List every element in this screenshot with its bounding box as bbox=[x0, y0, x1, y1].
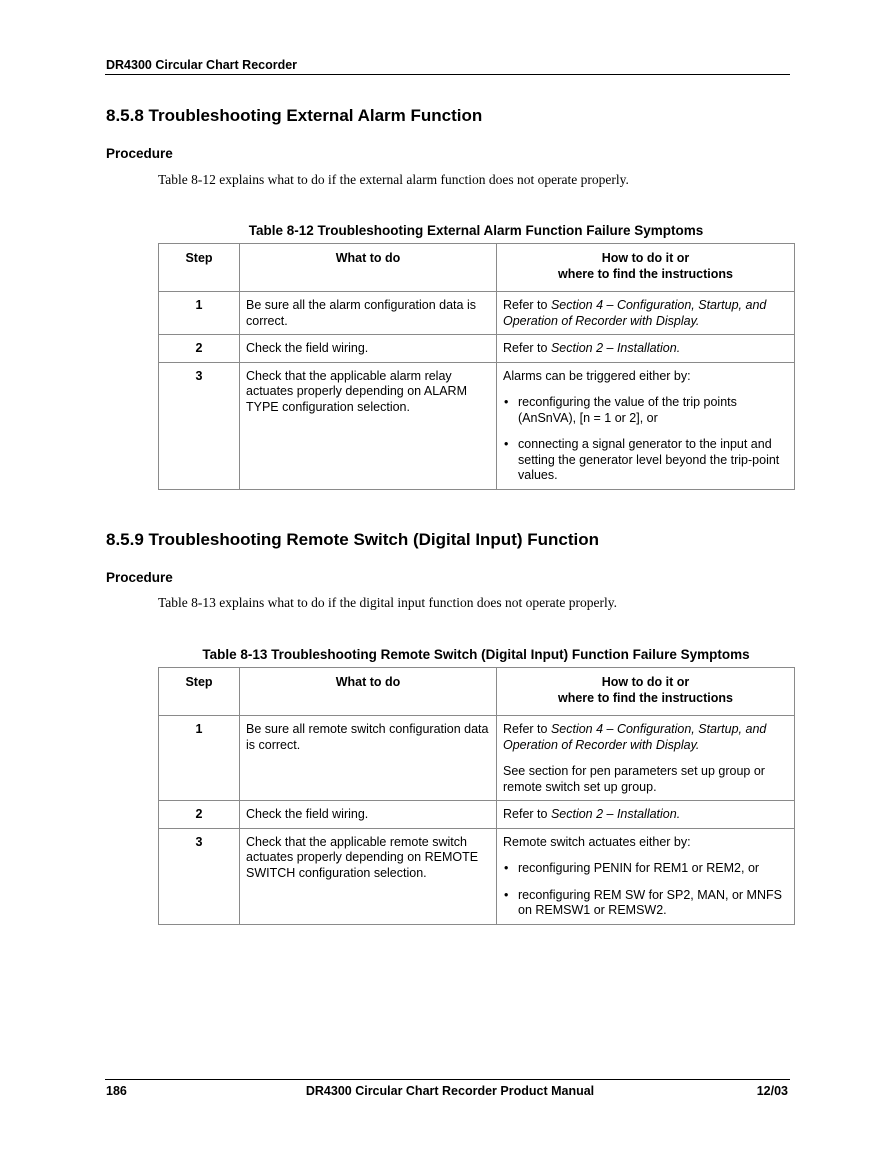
column-header-step: Step bbox=[159, 244, 240, 292]
what-to-do-cell: Check that the applicable remote switch actuates properly depending on REMOTE SWITCH configuration selection. bbox=[240, 828, 497, 924]
bullet-list bbox=[503, 395, 788, 484]
section-reference: Section 4 – Configuration, Startup, and Operation of Recorder with Display. bbox=[503, 722, 767, 752]
how-to-cell bbox=[497, 716, 795, 801]
footer-manual-title: DR4300 Circular Chart Recorder Product Manual bbox=[305, 1084, 595, 1098]
column-header-step: Step bbox=[159, 668, 240, 716]
bullet-item: • connecting a signal generator to the input and setting the generator level beyond the trip-point values. bbox=[503, 437, 788, 484]
section-heading-external-alarm: 8.5.8 Troubleshooting External Alarm Function bbox=[106, 106, 483, 125]
step-number: 3 bbox=[159, 362, 240, 489]
table-row bbox=[159, 335, 795, 363]
table-row bbox=[159, 828, 795, 924]
what-to-do-cell: Check the field wiring. bbox=[240, 335, 497, 363]
what-to-do-cell: Check that the applicable alarm relay actuates properly depending on ALARM TYPE configuration selection. bbox=[240, 362, 497, 489]
additional-note: See section for pen parameters set up group or remote switch set up group. bbox=[503, 764, 765, 794]
reference-text bbox=[503, 298, 788, 329]
table-caption: Table 8-12 Troubleshooting External Alarm Function Failure Symptoms bbox=[248, 223, 704, 238]
table-caption: Table 8-13 Troubleshooting Remote Switch (Digital Input) Function Failure Symptoms bbox=[202, 647, 750, 662]
step-number: 1 bbox=[159, 292, 240, 335]
section-reference: Section 2 – Installation. bbox=[550, 807, 681, 821]
header-divider bbox=[105, 74, 790, 75]
intro-paragraph: Table 8-13 explains what to do if the digital input function does not operate properly. bbox=[158, 595, 617, 610]
section-heading-remote-switch: 8.5.9 Troubleshooting Remote Switch (Digital Input) Function bbox=[106, 530, 599, 549]
column-header-how-line2: where to find the instructions bbox=[557, 266, 733, 281]
table-row bbox=[159, 362, 795, 489]
table-header-row bbox=[159, 668, 795, 716]
how-to-cell bbox=[497, 801, 795, 829]
procedure-label: Procedure bbox=[106, 146, 173, 161]
section-reference: Section 4 – Configuration, Startup, and Operation of Recorder with Display. bbox=[503, 298, 767, 328]
table-row bbox=[159, 801, 795, 829]
reference-prefix: Refer to bbox=[503, 341, 551, 355]
troubleshooting-table-alarm bbox=[158, 243, 795, 490]
what-to-do-cell: Check the field wiring. bbox=[240, 801, 497, 829]
how-to-cell bbox=[497, 292, 795, 335]
table-header-row bbox=[159, 244, 795, 292]
column-header-how-line1: How to do it or bbox=[601, 675, 690, 689]
running-header: DR4300 Circular Chart Recorder bbox=[106, 58, 298, 72]
bullet-item: • reconfiguring the value of the trip points (AnSnVA), [n = 1 or 2], or bbox=[503, 395, 788, 426]
footer-date: 12/03 bbox=[756, 1084, 788, 1098]
bullet-list bbox=[503, 861, 788, 919]
reference-text bbox=[503, 722, 788, 753]
footer-divider bbox=[105, 1079, 790, 1080]
troubleshooting-table-remote-switch bbox=[158, 667, 795, 925]
column-header-how-line2: where to find the instructions bbox=[557, 690, 733, 705]
reference-prefix: Refer to bbox=[503, 298, 551, 312]
column-header-how-line1: How to do it or bbox=[601, 251, 690, 265]
page-number: 186 bbox=[106, 1084, 127, 1098]
what-to-do-cell: Be sure all remote switch configuration data is correct. bbox=[240, 716, 497, 801]
table-row bbox=[159, 292, 795, 335]
column-header-how bbox=[497, 668, 795, 716]
how-to-cell bbox=[497, 335, 795, 363]
step-number: 3 bbox=[159, 828, 240, 924]
how-to-intro: Alarms can be triggered either by: bbox=[503, 368, 691, 383]
step-number: 2 bbox=[159, 335, 240, 363]
column-header-how bbox=[497, 244, 795, 292]
what-to-do-cell: Be sure all the alarm configuration data is correct. bbox=[240, 292, 497, 335]
step-number: 2 bbox=[159, 801, 240, 829]
bullet-item: • reconfiguring PENIN for REM1 or REM2, or bbox=[503, 861, 788, 877]
reference-text bbox=[503, 807, 788, 823]
intro-paragraph: Table 8-12 explains what to do if the external alarm function does not operate properly. bbox=[158, 172, 629, 187]
bullet-item: • reconfiguring REM SW for SP2, MAN, or MNFS on REMSW1 or REMSW2. bbox=[503, 888, 788, 919]
reference-prefix: Refer to bbox=[503, 807, 551, 821]
how-to-intro: Remote switch actuates either by: bbox=[503, 834, 691, 849]
column-header-what: What to do bbox=[240, 668, 497, 716]
how-to-cell bbox=[497, 828, 795, 924]
step-number: 1 bbox=[159, 716, 240, 801]
section-reference: Section 2 – Installation. bbox=[550, 341, 681, 355]
reference-prefix: Refer to bbox=[503, 722, 551, 736]
column-header-what: What to do bbox=[240, 244, 497, 292]
how-to-cell bbox=[497, 362, 795, 489]
procedure-label: Procedure bbox=[106, 570, 173, 585]
reference-text bbox=[503, 341, 788, 357]
table-row bbox=[159, 716, 795, 801]
